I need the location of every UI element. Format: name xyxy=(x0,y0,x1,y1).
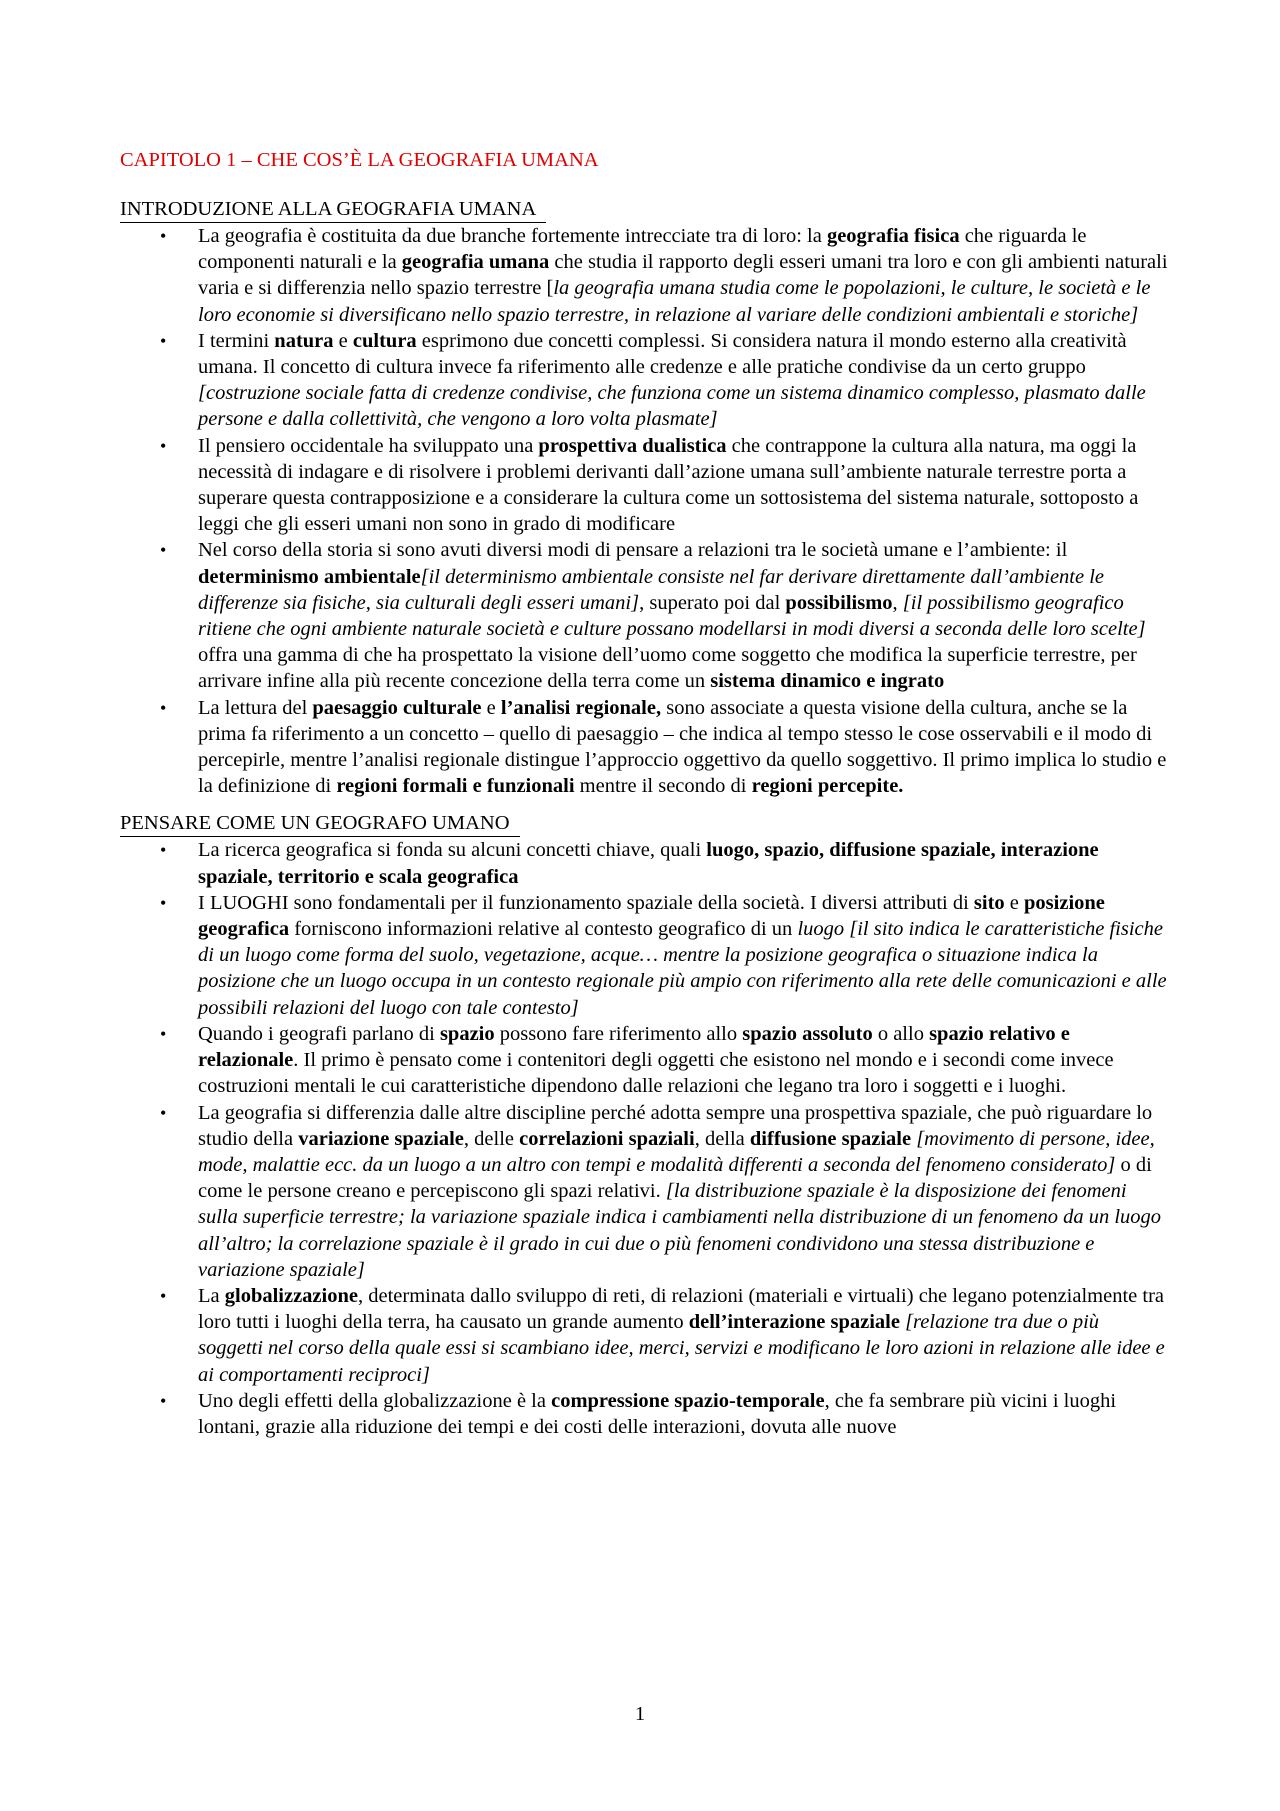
list-item xyxy=(120,433,1168,538)
bold-text: correlazioni spaziali xyxy=(519,1127,695,1150)
bold-text: sistema dinamico e ingrato xyxy=(710,670,945,693)
bold-text: geografia umana xyxy=(401,251,550,274)
italic-text: [relazione tra due o più soggetti nel corso della quale essi si scambiano idee, merci, servizi e modificano le loro azioni in relazione alle idee e ai comportamenti reciproci] xyxy=(198,1311,1165,1386)
chapter-title: CAPITOLO 1 – CHE COS’È LA GEOGRAFIA UMANA xyxy=(120,149,599,171)
bold-text: regioni formali e funzionali xyxy=(336,775,575,798)
bold-text: spazio relativo e relazionale xyxy=(198,1022,1070,1072)
text-run: forniscono informazioni relative al contesto geografico di un xyxy=(289,918,798,941)
text-run: I LUOGHI sono fondamentali per il funzionamento spaziale della società. I diversi attributi di xyxy=(198,891,974,914)
italic-text: luogo [il sito indica le caratteristiche fisiche di un luogo come forma del suolo, vegetazione, acque… mentre la posizione geografica o situazione indica la posizione che un luogo occupa in un contesto regionale più ampio con riferimento alla rete delle comunicazioni e alle possibili relazioni del luogo con tale contesto] xyxy=(198,918,1167,1019)
bullet-list xyxy=(120,837,1168,1440)
text-run: La geografia si differenzia dalle altre discipline perché adotta sempre una prospettiva spaziale, che può riguardare lo studio della xyxy=(198,1101,1153,1150)
text-run: La xyxy=(198,1284,225,1307)
section-heading: INTRODUZIONE ALLA GEOGRAFIA UMANA xyxy=(120,197,546,223)
italic-text: [il determinismo ambientale consiste nel far derivare direttamente dall’ambiente le differenze sia fisiche, sia culturali degli esseri umani] xyxy=(198,565,1105,614)
page-number: 1 xyxy=(634,1703,646,1725)
bold-text: prospettiva dualistica xyxy=(538,434,727,457)
text-run: offra una gamma di che ha prospettato la visione dell’uomo come soggetto che modifica la superficie terrestre, per arrivare infine alla più recente concezione della terra come un xyxy=(198,644,1137,693)
text-run: , delle xyxy=(463,1127,520,1150)
text-run: , determinata dallo sviluppo di reti, di relazioni (materiali e virtuali) che legano potenzialmente tra loro tutti i luoghi della terra, ha causato un grande aumento xyxy=(198,1284,1165,1334)
bold-text: geografia fisica xyxy=(826,225,960,247)
text-run: , xyxy=(892,591,903,614)
text-run: Uno degli effetti della globalizzazione è la xyxy=(198,1389,552,1412)
text-run: Nel corso della storia si sono avuti diversi modi di pensare a relazioni tra le società umane e l’ambiente: il xyxy=(198,539,1068,562)
section-block xyxy=(120,811,1168,1440)
text-run: La lettura del xyxy=(198,696,313,719)
text-run: . Il primo è pensato come i contenitori degli oggetti che esistono nel mondo e i secondi come invece costruzioni mentali le cui caratteristiche dipendono dalle relazioni che legano tra loro i soggetti e i luoghi. xyxy=(198,1049,1114,1098)
text-run: La geografia è costituita da due branche fortemente intrecciate tra di loro: la xyxy=(198,225,827,247)
bold-text: posizione geografica xyxy=(198,891,1105,941)
list-item xyxy=(120,1021,1168,1100)
bold-text: natura xyxy=(274,329,334,352)
bold-text: paesaggio culturale xyxy=(312,696,482,719)
text-run: , della xyxy=(694,1127,750,1150)
text-run: mentre il secondo di xyxy=(574,775,752,798)
list-item xyxy=(120,223,1168,328)
section-heading: PENSARE COME UN GEOGRAFO UMANO xyxy=(120,811,520,837)
text-run: e xyxy=(1004,891,1025,914)
italic-text: [movimento di persone, idee, mode, malattie ecc. da un luogo a un altro con tempi e modalità differenti a seconda del fenomeno considerato] xyxy=(198,1127,1155,1176)
text-run: sono associate a questa visione della cultura, anche se la prima fa riferimento a un concetto – quello di paesaggio – che indica al tempo stesso le cose osservabili e il modo di percepirle, mentre l’analisi regionale distingue l’approccio oggettivo da quello soggettivo. Il primo implica lo studio e la definizione di xyxy=(198,696,1167,798)
bold-text: variazione spaziale xyxy=(298,1127,464,1150)
bold-text: luogo, spazio, diffusione spaziale, interazione spaziale, territorio e scala geografica xyxy=(198,839,1099,888)
list-item xyxy=(120,328,1168,433)
text-run: La ricerca geografica si fonda su alcuni concetti chiave, quali xyxy=(198,839,707,862)
bold-text: possibilismo xyxy=(785,591,893,614)
list-item xyxy=(120,837,1168,889)
text-run: I termini xyxy=(198,329,275,352)
text-run: Il pensiero occidentale ha sviluppato una xyxy=(198,434,539,457)
bold-text: globalizzazione xyxy=(224,1284,358,1307)
bold-text: spazio xyxy=(439,1022,495,1045)
text-run: che contrappone la cultura alla natura, ma oggi la necessità di indagare e di risolvere i problemi derivanti dall’azione umana sull’ambiente naturale terrestre porta a superare questa contrapposizione e a considerare la cultura come un sottosistema del sistema naturale, sottoposto a leggi che gli esseri umani non sono in grado di modificare xyxy=(198,434,1139,536)
list-item xyxy=(120,695,1168,800)
text-run: possono fare riferimento allo xyxy=(494,1022,743,1045)
italic-text: [il possibilismo geografico ritiene che ogni ambiente naturale società e culture possano modellarsi in modi diversi a seconda delle loro scelte] xyxy=(198,591,1146,641)
bold-text: diffusione spaziale xyxy=(749,1127,912,1150)
page-content xyxy=(120,146,1168,1440)
text-run: , superato poi dal xyxy=(639,591,786,614)
text-run: Quando i geografi parlano di xyxy=(198,1022,440,1045)
bullet-list xyxy=(120,223,1168,799)
text-run: o allo xyxy=(872,1022,930,1045)
list-item xyxy=(120,1283,1168,1388)
italic-text: la geografia umana studia come le popolazioni, le culture, le società e le loro economie si diversificano nello spazio terrestre, in relazione al variare delle condizioni ambientali e storiche] xyxy=(198,277,1151,326)
bold-text: sito xyxy=(973,891,1005,914)
bold-text: cultura xyxy=(352,329,417,352)
text-run: , che fa sembrare più vicini i luoghi lontani, grazie alla riduzione dei tempi e dei costi delle interazioni, dovuta alle nuove xyxy=(198,1389,1117,1438)
italic-text: [la distribuzione spaziale è la disposizione dei fenomeni sulla superficie terrestre; la variazione spaziale indica i cambiamenti nella distribuzione di un fenomeno da un luogo all’altro; la correlazione spaziale è il grado in cui due o più fenomeni condividono una stessa distribuzione e variazione spaziale] xyxy=(198,1180,1162,1281)
list-item xyxy=(120,890,1168,1021)
text-run: o di come le persone creano e percepiscono gli spazi relativi. xyxy=(198,1153,1152,1203)
bold-text: l’analisi regionale, xyxy=(500,696,662,719)
text-run: e xyxy=(481,696,501,719)
bold-text: spazio assoluto xyxy=(742,1022,873,1045)
text-run: esprimono due concetti complessi. Si considera natura il mondo esterno alla creatività umana. Il concetto di cultura invece fa riferimento alle credenze e alle pratiche condivise da un certo gruppo xyxy=(198,329,1127,379)
bold-text: regioni percepite. xyxy=(751,775,904,798)
bold-text: dell’interazione spaziale xyxy=(688,1311,900,1334)
bold-text: determinismo ambientale xyxy=(198,565,421,588)
bold-text: compressione spazio-temporale xyxy=(551,1389,825,1412)
text-run: che studia il rapporto degli esseri umani tra loro e con gli ambienti naturali varia e si differenzia nello spazio terrestre [ xyxy=(198,251,1168,300)
list-item xyxy=(120,1100,1168,1283)
text-run: che riguarda le componenti naturali e la xyxy=(198,225,1087,274)
list-item xyxy=(120,537,1168,694)
italic-text: [costruzione sociale fatta di credenze condivise, che funziona come un sistema dinamico complesso, plasmato dalle persone e dalla collettività, che vengono a loro volta plasmate] xyxy=(198,382,1146,431)
list-item xyxy=(120,1388,1168,1440)
text-run: e xyxy=(333,329,353,352)
